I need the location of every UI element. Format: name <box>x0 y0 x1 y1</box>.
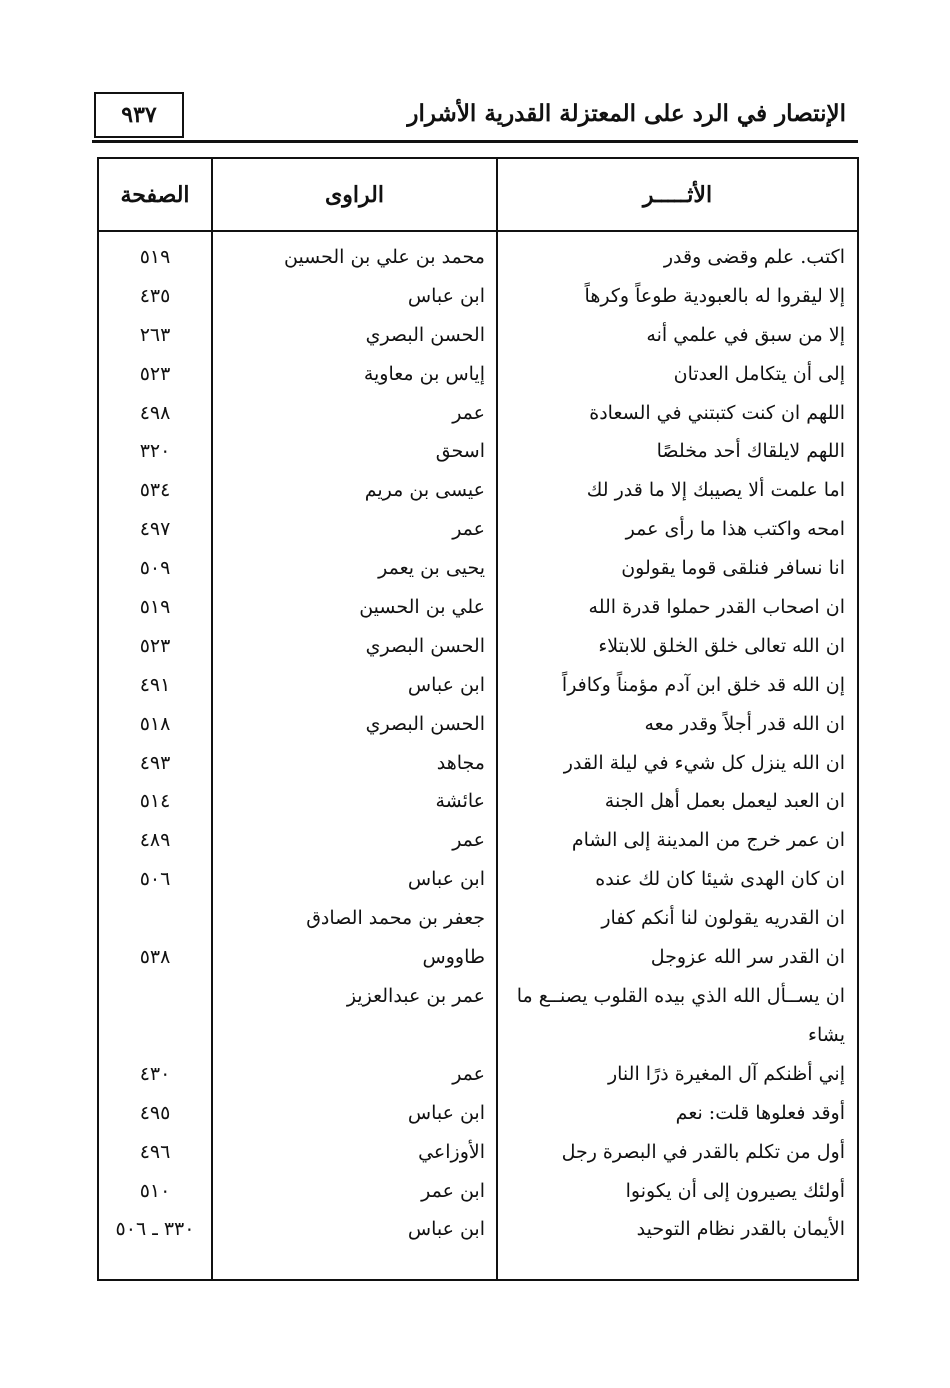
athar-cell: امحه واكتب هذا ما رأى عمر <box>625 518 845 541</box>
table-row <box>99 1055 857 1094</box>
table-row <box>99 1133 857 1172</box>
column-header-athar: الأثـــــر <box>642 181 713 208</box>
table-row <box>99 899 857 938</box>
page-cell: ٥٠٩ <box>139 557 171 580</box>
table-row <box>99 394 857 433</box>
narrator-cell: عمر بن عبدالعزيز <box>346 984 485 1007</box>
page-cell: ٥٢٣ <box>139 362 171 385</box>
table-row <box>99 238 857 277</box>
athar-cell: اللهم لايلقاك أحد مخلصًا <box>656 440 845 463</box>
page-cell: ٥٣٤ <box>139 479 171 502</box>
table-row <box>99 1210 857 1249</box>
table-row <box>99 432 857 471</box>
athar-cell: ان القدريه يقولون لنا أنكم كفار <box>601 907 845 930</box>
page-cell: ٤٩٥ <box>139 1101 171 1124</box>
table-row <box>99 977 857 1055</box>
page-cell: ٣٣٠ ـ ٥٠٦ <box>115 1218 195 1241</box>
athar-cell: إن الله قد خلق ابن آدم مؤمناً وكافراً <box>561 673 845 696</box>
table-row <box>99 627 857 666</box>
page-cell: ٤٩٨ <box>139 401 171 424</box>
table-row <box>99 744 857 783</box>
page-cell: ٤٨٩ <box>139 829 171 852</box>
table-row <box>99 1094 857 1133</box>
narrator-cell: يحيى بن يعمر <box>378 557 485 580</box>
athar-cell: أول من تكلم بالقدر في البصرة رجل <box>561 1140 845 1163</box>
page-cell: ٥٢٣ <box>139 634 171 657</box>
narrator-cell: عيسى بن مريم <box>364 479 485 502</box>
athar-cell: ان كان الهدى شيئا كان لك عنده <box>595 868 845 891</box>
athar-cell: إني أظنكم آل المغيرة ذرًا النار <box>607 1062 845 1085</box>
column-header-page: الصفحة <box>120 181 190 208</box>
narrator-cell: طاووس <box>422 946 485 969</box>
athar-cell: ان الله قدر أجلاً وقدر معه <box>644 712 845 735</box>
page-cell: ٥١٠ <box>139 1179 171 1202</box>
page-cell: ٥١٩ <box>139 596 171 619</box>
athar-cell: ان العبد ليعمل بعمل أهل الجنة <box>604 790 845 813</box>
athar-cell: اما علمت ألا يصيبك إلا ما قدر لك <box>586 479 845 502</box>
narrator-cell: ابن عمر <box>421 1179 485 1202</box>
page-cell: ٥٣٨ <box>139 946 171 969</box>
narrator-cell: ابن عباس <box>407 1218 485 1241</box>
athar-cell: ان اصحاب القدر حملوا قدرة الله <box>588 596 845 619</box>
page-cell: ٥١٩ <box>139 246 171 268</box>
athar-cell: إلى أن يتكامل العدتان <box>673 362 845 385</box>
narrator-cell: عمر <box>452 518 485 541</box>
table-header <box>99 159 857 232</box>
athar-cell: أوقد فعلوها قلت: نعم <box>675 1101 845 1124</box>
athar-cell: انا نسافر فنلقى قوما يقولون <box>621 557 845 580</box>
page-cell: ٥٠٦ <box>139 868 171 891</box>
athar-cell: إلا ليقروا له بالعبودية طوعاً وكرهاً <box>584 284 845 307</box>
table-row <box>99 277 857 316</box>
narrator-cell: عمر <box>452 1062 485 1085</box>
narrator-cell: إياس بن معاوية <box>363 362 485 385</box>
athar-cell: ان عمر خرج من المدينة إلى الشام <box>571 829 845 852</box>
narrator-cell: اسحق <box>435 440 485 463</box>
athar-cell: الأيمان بالقدر نظام التوحيد <box>636 1218 845 1241</box>
table-row <box>99 821 857 860</box>
table-row <box>99 938 857 977</box>
athar-cell: ان الله تعالى خلق الخلق للابتلاء <box>598 634 845 657</box>
narrator-cell: ابن عباس <box>407 673 485 696</box>
narrator-cell: عمر <box>452 829 485 852</box>
page-cell: ٢٦٣ <box>139 323 171 346</box>
narrator-cell: الأوزاعي <box>418 1140 485 1163</box>
narrator-cell: الحسن البصري <box>365 712 485 735</box>
narrator-cell: الحسن البصري <box>365 634 485 657</box>
table-body <box>99 238 857 1249</box>
table-row <box>99 316 857 355</box>
table-row <box>99 860 857 899</box>
page-cell: ٤٩٧ <box>139 518 171 541</box>
athar-cell: ان الله ينزل كل شيء في ليلة القدر <box>563 751 845 774</box>
header-rule <box>92 140 858 143</box>
table-row <box>99 471 857 510</box>
narrator-cell: عمر <box>452 401 485 424</box>
page-cell: ٥١٨ <box>139 712 171 735</box>
page-cell: ٤٣٠ <box>139 1062 171 1085</box>
table-row <box>99 705 857 744</box>
narrator-cell: ابن عباس <box>407 284 485 307</box>
table-row <box>99 549 857 588</box>
narrator-cell: عائشة <box>435 790 485 813</box>
athar-cell: أولئك يصيرون إلى أن يكونوا <box>625 1179 845 1202</box>
narrator-cell: جعفر بن محمد الصادق <box>306 907 485 930</box>
page-cell: ٣٢٠ <box>139 440 171 463</box>
narrator-cell: ابن عباس <box>407 868 485 891</box>
athar-cell: اللهم ان كنت كتبتني في السعادة <box>589 401 845 424</box>
table-row <box>99 1172 857 1211</box>
page-number-box <box>94 92 184 138</box>
athar-cell: ان القدر سر الله عزوجل <box>650 946 845 969</box>
narrator-cell: الحسن البصري <box>365 323 485 346</box>
page-cell: ٤٩١ <box>139 673 171 696</box>
page-cell: ٤٩٦ <box>139 1140 171 1163</box>
page-cell: ٤٩٣ <box>139 751 171 774</box>
index-table <box>97 157 859 1281</box>
table-row <box>99 355 857 394</box>
table-row <box>99 510 857 549</box>
page-number: ٩٣٧ <box>121 102 157 128</box>
column-header-rawi: الراوى <box>325 181 384 208</box>
table-row <box>99 666 857 705</box>
narrator-cell: علي بن الحسين <box>359 596 485 619</box>
table-row <box>99 588 857 627</box>
narrator-cell: ابن عباس <box>407 1101 485 1124</box>
athar-cell: إلا من سبق في علمي أنه <box>646 323 845 346</box>
page-cell: ٥١٤ <box>139 790 171 813</box>
athar-cell: اكتب. علم وقضى وقدر <box>663 246 845 268</box>
athar-cell: ان يســأل الله الذي بيده القلوب يصنــع ما يشاء <box>516 984 845 1046</box>
narrator-cell: محمد بن علي بن الحسين <box>283 246 485 268</box>
page-cell: ٤٣٥ <box>139 284 171 307</box>
table-row <box>99 782 857 821</box>
running-title: الإنتصار في الرد على المعتزلة القدرية الأشرار <box>407 100 846 127</box>
narrator-cell: مجاهد <box>436 751 485 774</box>
